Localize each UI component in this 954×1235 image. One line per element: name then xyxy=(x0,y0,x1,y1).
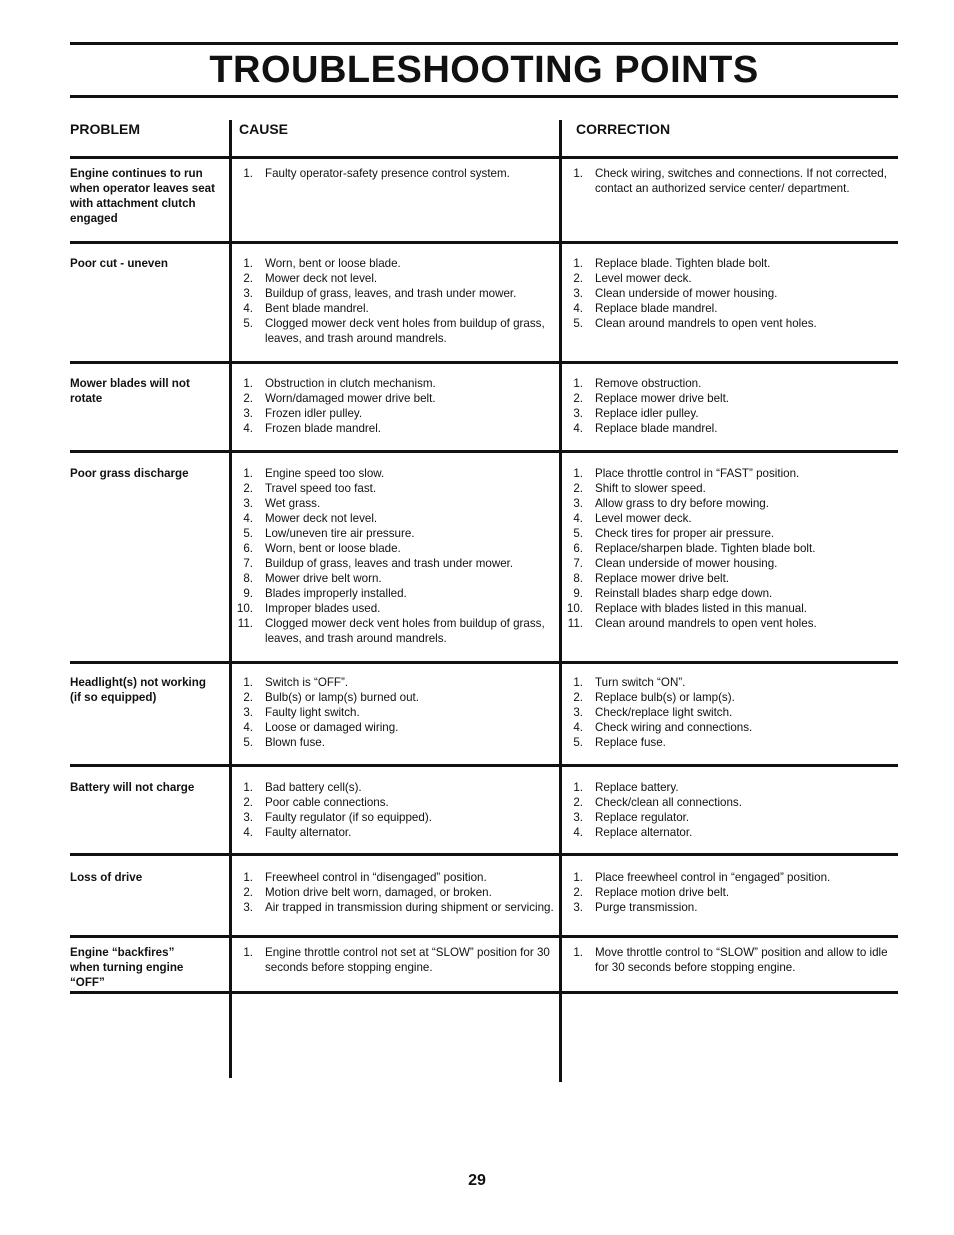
item-text: Buildup of grass, leaves and trash under mower. xyxy=(265,557,514,570)
row-separator xyxy=(70,991,898,994)
item-number: 1. xyxy=(573,871,583,884)
correction-list xyxy=(565,870,890,915)
item-text: Clean underside of mower housing. xyxy=(595,287,778,300)
item-text: Clogged mower deck vent holes from buildup of grass, leaves, and trash around mandrels. xyxy=(265,617,545,645)
problem-line: rotate xyxy=(70,392,103,405)
problem-label xyxy=(70,945,230,990)
item-number: 1. xyxy=(573,257,583,270)
correction-item xyxy=(565,675,890,690)
problem-line: when operator leaves seat xyxy=(70,182,215,195)
problem-label xyxy=(70,166,230,226)
item-text: Mower drive belt worn. xyxy=(265,572,382,585)
item-number: 11. xyxy=(237,617,253,630)
cause-item xyxy=(235,601,555,616)
item-number: 2. xyxy=(573,392,583,405)
problem-label xyxy=(70,256,230,271)
problem-line: (if so equipped) xyxy=(70,691,157,704)
cause-item xyxy=(235,945,555,975)
item-text: Shift to slower speed. xyxy=(595,482,706,495)
correction-item xyxy=(565,421,890,436)
cause-item xyxy=(235,166,555,181)
row-separator xyxy=(70,156,898,159)
item-number: 5. xyxy=(573,736,583,749)
item-text: Replace mower drive belt. xyxy=(595,572,730,585)
cause-item xyxy=(235,526,555,541)
item-text: Frozen idler pulley. xyxy=(265,407,363,420)
cause-item xyxy=(235,571,555,586)
item-text: Travel speed too fast. xyxy=(265,482,377,495)
item-number: 2. xyxy=(243,691,253,704)
cause-list xyxy=(235,166,555,181)
item-text: Engine speed too slow. xyxy=(265,467,385,480)
correction-list xyxy=(565,466,890,631)
item-number: 4. xyxy=(243,512,253,525)
correction-list xyxy=(565,166,890,196)
item-number: 2. xyxy=(573,482,583,495)
cause-item xyxy=(235,256,555,271)
item-number: 2. xyxy=(573,796,583,809)
row-separator xyxy=(70,935,898,938)
item-text: Move throttle control to “SLOW” position and allow to idle for 30 seconds before stopping engine. xyxy=(595,946,888,974)
item-number: 2. xyxy=(573,272,583,285)
problem-label xyxy=(70,870,230,885)
item-number: 1. xyxy=(243,871,253,884)
cause-item xyxy=(235,810,555,825)
item-number: 8. xyxy=(573,572,583,585)
item-text: Reinstall blades sharp edge down. xyxy=(595,587,773,600)
correction-item xyxy=(565,466,890,481)
item-text: Purge transmission. xyxy=(595,901,698,914)
item-text: Replace battery. xyxy=(595,781,679,794)
title-bottom-rule xyxy=(70,95,898,98)
cause-item xyxy=(235,271,555,286)
item-number: 1. xyxy=(243,946,253,959)
correction-item xyxy=(565,526,890,541)
item-text: Check wiring, switches and connections. If not corrected, contact an authorized service center/ department. xyxy=(595,167,887,195)
cause-item xyxy=(235,780,555,795)
correction-item xyxy=(565,376,890,391)
item-text: Frozen blade mandrel. xyxy=(265,422,381,435)
cause-item xyxy=(235,705,555,720)
item-number: 1. xyxy=(243,781,253,794)
row-separator xyxy=(70,764,898,767)
correction-list xyxy=(565,256,890,331)
item-number: 11. xyxy=(567,617,583,630)
correction-list xyxy=(565,945,890,975)
item-number: 4. xyxy=(573,826,583,839)
correction-item xyxy=(565,256,890,271)
item-number: 7. xyxy=(573,557,583,570)
item-text: Buildup of grass, leaves, and trash under mower. xyxy=(265,287,517,300)
item-text: Worn, bent or loose blade. xyxy=(265,542,401,555)
item-number: 1. xyxy=(243,676,253,689)
correction-item xyxy=(565,870,890,885)
correction-item xyxy=(565,735,890,750)
item-text: Air trapped in transmission during shipment or servicing. xyxy=(265,901,554,914)
item-number: 1. xyxy=(573,377,583,390)
item-number: 1. xyxy=(243,257,253,270)
item-number: 4. xyxy=(243,826,253,839)
item-text: Check wiring and connections. xyxy=(595,721,753,734)
item-text: Check tires for proper air pressure. xyxy=(595,527,775,540)
correction-item xyxy=(565,301,890,316)
item-number: 1. xyxy=(573,676,583,689)
item-number: 2. xyxy=(243,796,253,809)
correction-item xyxy=(565,810,890,825)
correction-item xyxy=(565,511,890,526)
cause-item xyxy=(235,481,555,496)
cause-list xyxy=(235,675,555,750)
correction-item xyxy=(565,406,890,421)
correction-item xyxy=(565,690,890,705)
item-text: Faulty operator-safety presence control system. xyxy=(265,167,510,180)
item-number: 10. xyxy=(236,602,253,615)
item-number: 2. xyxy=(243,272,253,285)
item-text: Replace blade. Tighten blade bolt. xyxy=(595,257,771,270)
problem-label xyxy=(70,675,230,705)
item-number: 3. xyxy=(573,811,583,824)
correction-item xyxy=(565,705,890,720)
header-problem: PROBLEM xyxy=(70,121,140,137)
item-number: 3. xyxy=(573,407,583,420)
cause-item xyxy=(235,301,555,316)
cause-item xyxy=(235,885,555,900)
cause-item xyxy=(235,391,555,406)
item-text: Place freewheel control in “engaged” position. xyxy=(595,871,831,884)
item-number: 2. xyxy=(243,482,253,495)
item-text: Bent blade mandrel. xyxy=(265,302,369,315)
item-number: 3. xyxy=(243,497,253,510)
item-number: 3. xyxy=(573,497,583,510)
correction-item xyxy=(565,541,890,556)
item-text: Replace idler pulley. xyxy=(595,407,699,420)
correction-item xyxy=(565,900,890,915)
correction-item xyxy=(565,286,890,301)
item-text: Bulb(s) or lamp(s) burned out. xyxy=(265,691,420,704)
item-number: 1. xyxy=(243,167,253,180)
item-text: Faulty regulator (if so equipped). xyxy=(265,811,432,824)
item-number: 2. xyxy=(243,392,253,405)
item-text: Replace with blades listed in this manual. xyxy=(595,602,808,615)
item-number: 4. xyxy=(243,302,253,315)
correction-item xyxy=(565,586,890,601)
item-text: Level mower deck. xyxy=(595,272,692,285)
cause-item xyxy=(235,690,555,705)
item-number: 9. xyxy=(573,587,583,600)
cause-item xyxy=(235,795,555,810)
cause-item xyxy=(235,376,555,391)
correction-item xyxy=(565,601,890,616)
item-text: Engine throttle control not set at “SLOW” position for 30 seconds before stopping engine. xyxy=(265,946,550,974)
correction-list xyxy=(565,675,890,750)
page-number: 29 xyxy=(468,1172,486,1189)
item-number: 1. xyxy=(243,467,253,480)
item-number: 4. xyxy=(573,512,583,525)
item-text: Replace motion drive belt. xyxy=(595,886,730,899)
item-text: Freewheel control in “disengaged” position. xyxy=(265,871,487,884)
item-text: Faulty alternator. xyxy=(265,826,352,839)
item-number: 1. xyxy=(573,467,583,480)
problem-line: Engine continues to run xyxy=(70,167,203,180)
item-text: Poor cable connections. xyxy=(265,796,389,809)
item-text: Blades improperly installed. xyxy=(265,587,407,600)
cause-item xyxy=(235,556,555,571)
item-text: Clean around mandrels to open vent holes. xyxy=(595,317,817,330)
item-number: 4. xyxy=(243,721,253,734)
cause-item xyxy=(235,616,555,646)
correction-item xyxy=(565,780,890,795)
problem-line: when turning engine xyxy=(70,961,184,974)
item-number: 4. xyxy=(573,422,583,435)
cause-item xyxy=(235,825,555,840)
correction-item xyxy=(565,166,890,196)
row-separator xyxy=(70,853,898,856)
item-number: 3. xyxy=(243,706,253,719)
item-text: Obstruction in clutch mechanism. xyxy=(265,377,436,390)
item-text: Low/uneven tire air pressure. xyxy=(265,527,415,540)
item-text: Replace alternator. xyxy=(595,826,693,839)
problem-label xyxy=(70,780,230,795)
cause-item xyxy=(235,316,555,346)
header-cause: CAUSE xyxy=(239,121,289,137)
item-number: 3. xyxy=(573,287,583,300)
problem-line: Mower blades will not xyxy=(70,377,190,390)
item-text: Turn switch “ON”. xyxy=(595,676,686,689)
cause-item xyxy=(235,870,555,885)
item-text: Replace regulator. xyxy=(595,811,690,824)
cause-item xyxy=(235,466,555,481)
item-number: 6. xyxy=(573,542,583,555)
problem-label xyxy=(70,376,230,406)
item-number: 3. xyxy=(243,287,253,300)
item-text: Replace blade mandrel. xyxy=(595,422,718,435)
item-text: Replace bulb(s) or lamp(s). xyxy=(595,691,735,704)
cause-list xyxy=(235,466,555,646)
item-number: 5. xyxy=(243,527,253,540)
cause-item xyxy=(235,675,555,690)
row-separator xyxy=(70,450,898,453)
problem-line: Poor grass discharge xyxy=(70,467,189,480)
item-number: 5. xyxy=(243,736,253,749)
correction-item xyxy=(565,556,890,571)
correction-item xyxy=(565,616,890,631)
cause-list xyxy=(235,376,555,436)
problem-line: Headlight(s) not working xyxy=(70,676,206,689)
row-separator xyxy=(70,361,898,364)
cause-item xyxy=(235,286,555,301)
item-number: 3. xyxy=(573,706,583,719)
item-number: 5. xyxy=(573,317,583,330)
correction-list xyxy=(565,376,890,436)
item-number: 1. xyxy=(573,781,583,794)
problem-label xyxy=(70,466,230,481)
item-number: 2. xyxy=(243,886,253,899)
cause-item xyxy=(235,735,555,750)
item-text: Replace mower drive belt. xyxy=(595,392,730,405)
item-number: 1. xyxy=(243,377,253,390)
cause-item xyxy=(235,720,555,735)
item-number: 1. xyxy=(573,946,583,959)
page-title: TROUBLESHOOTING POINTS xyxy=(209,49,759,91)
correction-item xyxy=(565,496,890,511)
item-number: 4. xyxy=(573,302,583,315)
row-separator xyxy=(70,661,898,664)
cause-item xyxy=(235,496,555,511)
item-number: 4. xyxy=(573,721,583,734)
item-text: Remove obstruction. xyxy=(595,377,702,390)
item-text: Place throttle control in “FAST” position. xyxy=(595,467,800,480)
cause-item xyxy=(235,406,555,421)
item-text: Faulty light switch. xyxy=(265,706,360,719)
item-number: 7. xyxy=(243,557,253,570)
correction-item xyxy=(565,720,890,735)
cause-item xyxy=(235,586,555,601)
item-text: Check/replace light switch. xyxy=(595,706,733,719)
item-number: 8. xyxy=(243,572,253,585)
item-text: Mower deck not level. xyxy=(265,512,378,525)
item-text: Improper blades used. xyxy=(265,602,381,615)
item-text: Level mower deck. xyxy=(595,512,692,525)
cause-list xyxy=(235,870,555,915)
correction-item xyxy=(565,316,890,331)
row-separator xyxy=(70,241,898,244)
item-number: 3. xyxy=(243,407,253,420)
item-text: Motion drive belt worn, damaged, or broken. xyxy=(265,886,492,899)
item-number: 3. xyxy=(243,901,253,914)
cause-item xyxy=(235,900,555,915)
correction-item xyxy=(565,571,890,586)
cause-item xyxy=(235,421,555,436)
correction-item xyxy=(565,391,890,406)
item-text: Replace/sharpen blade. Tighten blade bolt. xyxy=(595,542,816,555)
item-text: Switch is “OFF”. xyxy=(265,676,349,689)
item-number: 5. xyxy=(573,527,583,540)
item-number: 2. xyxy=(573,886,583,899)
item-text: Loose or damaged wiring. xyxy=(265,721,399,734)
item-text: Mower deck not level. xyxy=(265,272,378,285)
item-text: Worn, bent or loose blade. xyxy=(265,257,401,270)
correction-item xyxy=(565,825,890,840)
item-number: 10. xyxy=(566,602,583,615)
item-number: 4. xyxy=(243,422,253,435)
item-text: Wet grass. xyxy=(265,497,321,510)
correction-item xyxy=(565,271,890,286)
item-text: Worn/damaged mower drive belt. xyxy=(265,392,436,405)
item-text: Replace fuse. xyxy=(595,736,666,749)
cause-list xyxy=(235,256,555,346)
item-number: 3. xyxy=(573,901,583,914)
cause-list xyxy=(235,780,555,840)
problem-line: “OFF” xyxy=(70,976,105,989)
correction-item xyxy=(565,945,890,975)
item-text: Clogged mower deck vent holes from buildup of grass, leaves, and trash around mandrels. xyxy=(265,317,545,345)
problem-line: Battery will not charge xyxy=(70,781,195,794)
item-number: 6. xyxy=(243,542,253,555)
correction-item xyxy=(565,481,890,496)
correction-list xyxy=(565,780,890,840)
top-rule xyxy=(70,42,898,45)
problem-line: Loss of drive xyxy=(70,871,143,884)
item-number: 5. xyxy=(243,317,253,330)
correction-item xyxy=(565,885,890,900)
cause-list xyxy=(235,945,555,975)
problem-line: engaged xyxy=(70,212,118,225)
problem-line: Poor cut - uneven xyxy=(70,257,168,270)
item-number: 9. xyxy=(243,587,253,600)
item-text: Clean underside of mower housing. xyxy=(595,557,778,570)
item-text: Bad battery cell(s). xyxy=(265,781,362,794)
item-text: Blown fuse. xyxy=(265,736,325,749)
item-number: 2. xyxy=(573,691,583,704)
cause-item xyxy=(235,541,555,556)
cause-item xyxy=(235,511,555,526)
item-number: 3. xyxy=(243,811,253,824)
item-text: Clean around mandrels to open vent holes. xyxy=(595,617,817,630)
item-text: Replace blade mandrel. xyxy=(595,302,718,315)
item-number: 1. xyxy=(573,167,583,180)
header-correction: CORRECTION xyxy=(576,121,671,137)
problem-line: Engine “backfires” xyxy=(70,946,175,959)
item-text: Allow grass to dry before mowing. xyxy=(595,497,769,510)
item-text: Check/clean all connections. xyxy=(595,796,742,809)
correction-item xyxy=(565,795,890,810)
problem-line: with attachment clutch xyxy=(70,197,196,210)
